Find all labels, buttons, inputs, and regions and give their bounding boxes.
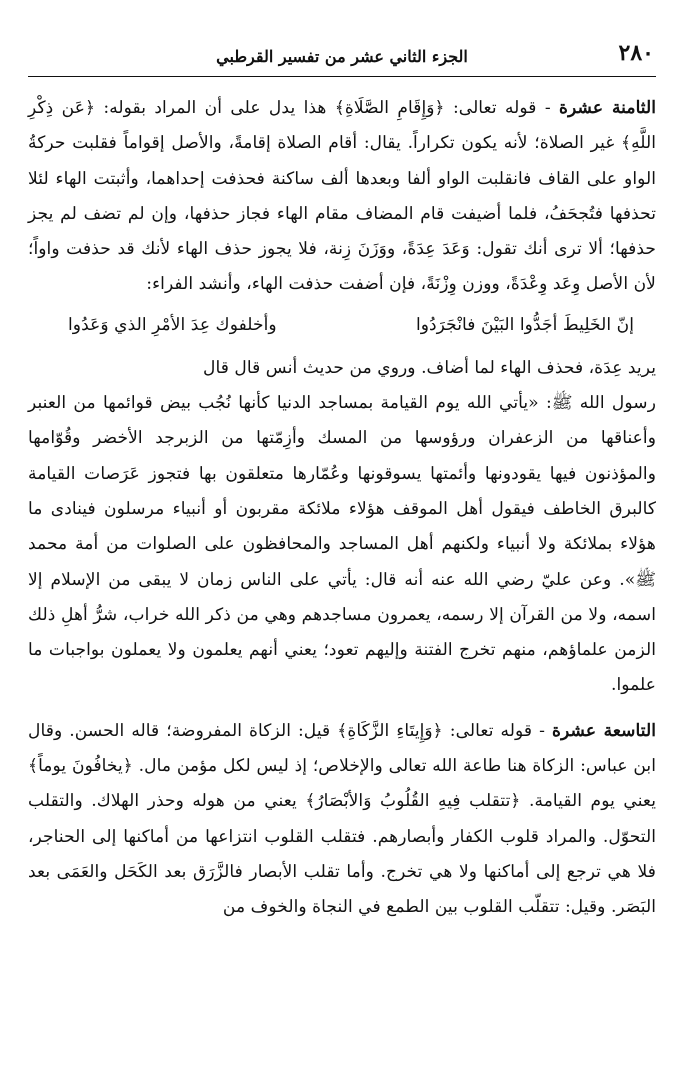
- section-label-19: التاسعة عشرة: [552, 720, 656, 741]
- running-title: الجزء الثاني عشر من تفسير القرطبي: [216, 46, 468, 66]
- page-number: ٢٨٠: [618, 40, 654, 66]
- section-label-18: الثامنة عشرة: [559, 98, 657, 118]
- running-head: [28, 36, 656, 77]
- poetry-verse: [28, 303, 656, 351]
- paragraph-section-18: [28, 91, 656, 303]
- section-18-text: - قوله تعالى: ﴿وَإِقَامِ الصَّلَاةِ﴾ هذا يدل على أن المراد بقوله: ﴿عَن ذِكْرِ اللَّهِ﴾ غير الصلاة؛ لأنه يكون تكراراً. يقال: أقام الصلاة إقامةً، والأصل إقواماً فقلبت حركةُ الواو على القاف فانقلبت الواو ألفا وبعدها ألف ساكنة فحذفت إحداهما، وأثبتت الهاء لئلا تحذفها فتُجحَفُ، فلما أضيفت قام المضاف مقام الهاء فجاز حذفها، وإن لم تضف لم يجز حذفها؛ ألا ترى أنك تقول: وَعَدَ عِدَةً، ووَزَنَ زِنة، فلا يجوز حذف الهاء لأنك قد حذفت واواً؛ لأن الأصل وِعَد وِعْدَةً، ووزن وِزْنَةً، فإن أضفت حذفت الهاء، وأنشد الفراء:: [28, 98, 656, 295]
- section-19-text: - قوله تعالى: ﴿وَإِيتَاءِ الزَّكَاةِ﴾ قيل: الزكاة المفروضة؛ قاله الحسن. وقال ابن عباس: الزكاة هنا طاعة الله تعالى والإخلاص؛ إذ ليس لكل مؤمن مال. ﴿يخافُونَ يوماً﴾ يعني يوم القيامة. ﴿تتقلب فِيهِ القُلُوبُ وَالأبْصَارُ﴾ يعني من هوله وحذر الهلاك. والتقلب التحوّل. والمراد قلوب الكفار وأبصارهم. فتقلب القلوب انتزاعها من أماكنها إلى الحناجر، فلا هي ترجع إلى أماكنها ولا هي تخرج. وأما تقلب الأبصار فالزَّرَق بعد الكَحَل والعَمَى بعد البَصَر. وقيل: تتقلّب القلوب بين الطمع في النجاة والخوف من: [28, 720, 656, 918]
- paragraph-section-19: [28, 714, 656, 926]
- page-body: [28, 91, 656, 926]
- continuation-first-line: يريد عِدَة، فحذف الهاء لما أضاف. وروي من حديث أنس قال قال: [202, 357, 656, 378]
- continuation-paragraph: رسول الله ﷺ: «يأتي الله يوم القيامة بمساجد الدنيا كأنها نُجُب بيض قوائمها من العنبر وأعناقها من الزعفران ورؤوسها من المسك وأزِمّتها من الزبرجد الأخضر وقُوّامها والمؤذنون فيها يقودونها وأئمتها يسوقونها وعُمّارها متعلقون بها فتجوز عَرَصات القيامة كالبرق الخاطف فيقول أهل الموقف هؤلاء ملائكة مقربون أو أنبياء مرسلون فينادى ما هؤلاء بملائكة ولا أنبياء ولكنهم أهل المساجد والمحافظون على الصلوات من أمة محمد ﷺ». وعن عليّ رضي الله عنه أنه قال: يأتي على الناس زمان لا يبقى من الإسلام إلا اسمه، ولا من القرآن إلا رسمه، يعمرون مساجدهم وهي من ذكر الله خراب، شرُّ أهلِ ذلك الزمن علماؤهم، منهم تخرج الفتنة وإليهم تعود؛ يعني أنهم يعلمون ولا يعملون بواجبات ما علموا.: [28, 393, 656, 696]
- verse-second-hemistich: وأخلفوك عِدَ الأمْرِ الذي وَعَدُوا: [68, 314, 277, 335]
- book-page: [28, 36, 656, 1081]
- verse-first-hemistich: إنّ الخَلِيطَ أجَدُّوا البَيْنَ فانْجَرَدُوا: [415, 314, 634, 335]
